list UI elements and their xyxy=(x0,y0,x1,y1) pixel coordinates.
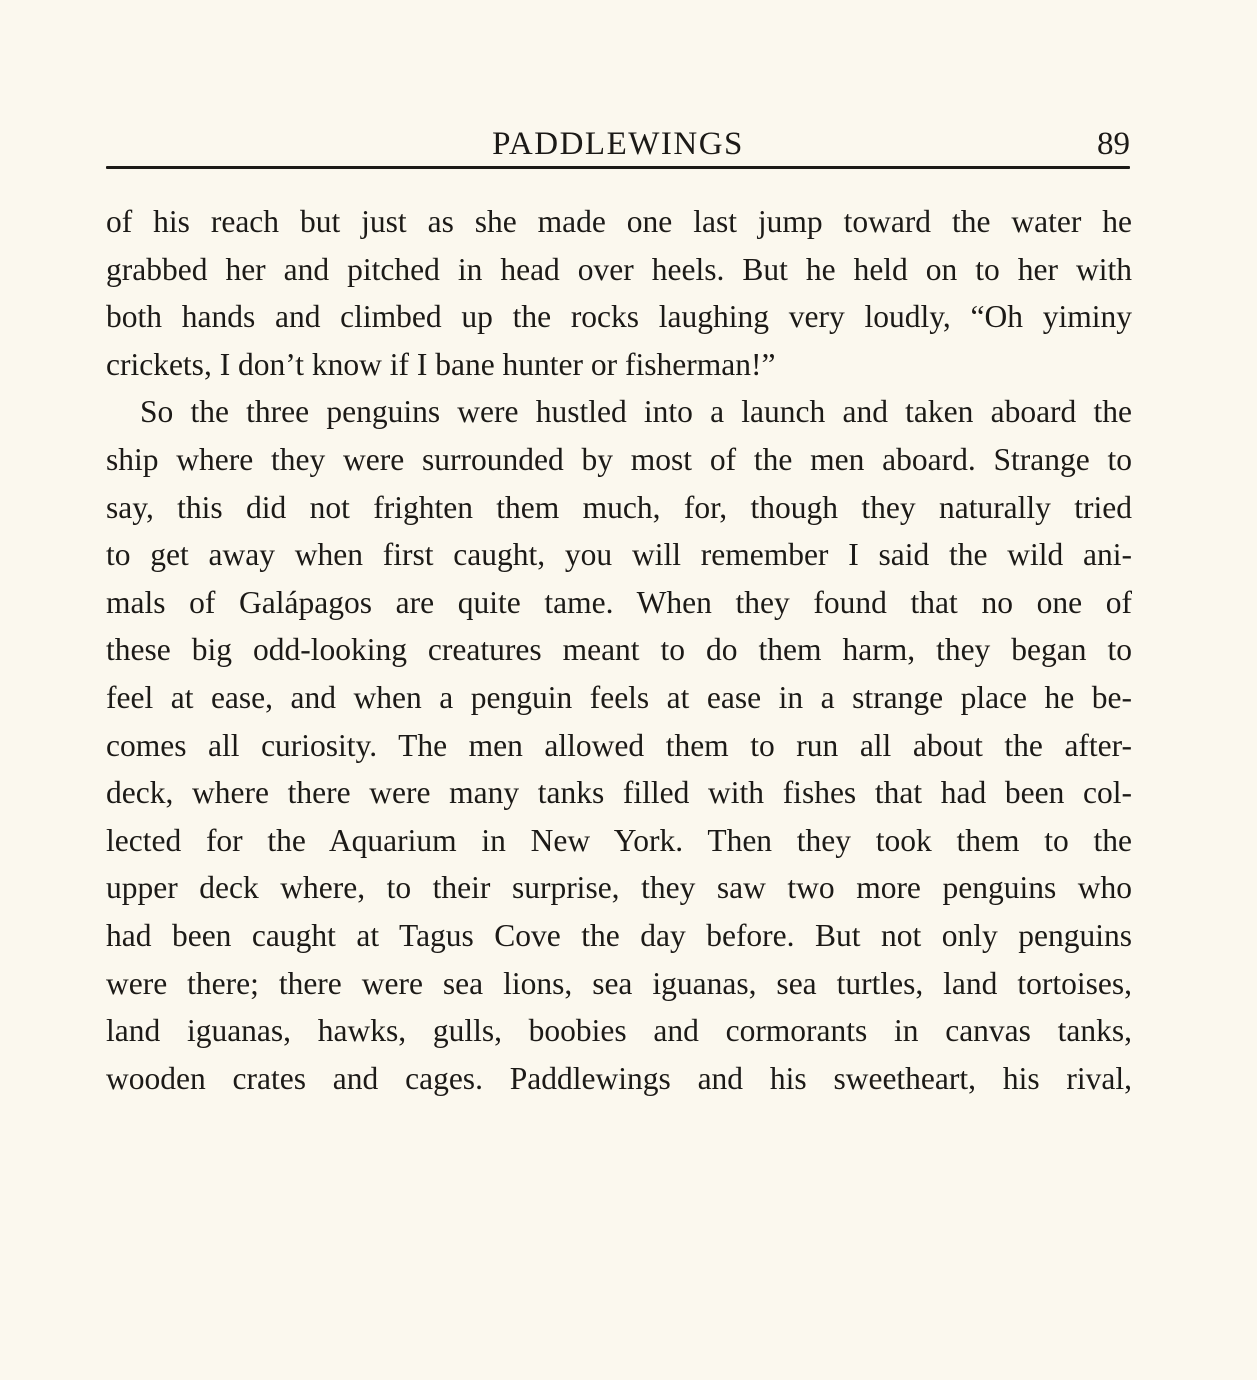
text-line: both hands and climbed up the rocks laughing very loudly, “Oh yiminy xyxy=(106,299,1132,335)
text-line: to get away when first caught, you will remember I said the wild ani- xyxy=(106,537,1132,573)
page-number: 89 xyxy=(1097,126,1130,162)
running-head xyxy=(106,122,1130,166)
text-line: say, this did not frighten them much, for, though they naturally tried xyxy=(106,489,1132,525)
text-line: lected for the Aquarium in New York. Then they took them to the xyxy=(106,822,1132,858)
text-line: these big odd-looking creatures meant to do them harm, they began to xyxy=(106,632,1132,668)
text-line: feel at ease, and when a penguin feels at ease in a strange place he be- xyxy=(106,679,1132,715)
text-line: upper deck where, to their surprise, they saw two more penguins who xyxy=(106,870,1132,906)
text-line: had been caught at Tagus Cove the day before. But not only penguins xyxy=(106,917,1132,953)
text-line: crickets, I don’t know if I bane hunter or fisherman!” xyxy=(106,346,776,382)
paragraph xyxy=(106,198,1132,388)
text-line: comes all curiosity. The men allowed them to run all about the after- xyxy=(106,727,1132,763)
body-text xyxy=(106,198,1132,1102)
text-line: ship where they were surrounded by most of the men aboard. Strange to xyxy=(106,441,1132,477)
text-line: wooden crates and cages. Paddlewings and his sweetheart, his rival, xyxy=(106,1060,1132,1096)
text-line: grabbed her and pitched in head over heels. But he held on to her with xyxy=(106,251,1132,287)
text-line: So the three penguins were hustled into a launch and taken aboard the xyxy=(140,394,1132,430)
header-rule xyxy=(106,166,1130,169)
text-line: of his reach but just as she made one last jump toward the water he xyxy=(106,204,1132,239)
text-line: deck, where there were many tanks filled with fishes that had been col- xyxy=(106,775,1132,811)
running-head-title: PADDLEWINGS xyxy=(492,126,744,162)
text-line: land iguanas, hawks, gulls, boobies and cormorants in canvas tanks, xyxy=(106,1013,1132,1049)
text-line: were there; there were sea lions, sea iguanas, sea turtles, land tortoises, xyxy=(106,965,1132,1001)
paragraph xyxy=(106,388,1132,1102)
text-line: mals of Galápagos are quite tame. When they found that no one of xyxy=(106,584,1132,620)
